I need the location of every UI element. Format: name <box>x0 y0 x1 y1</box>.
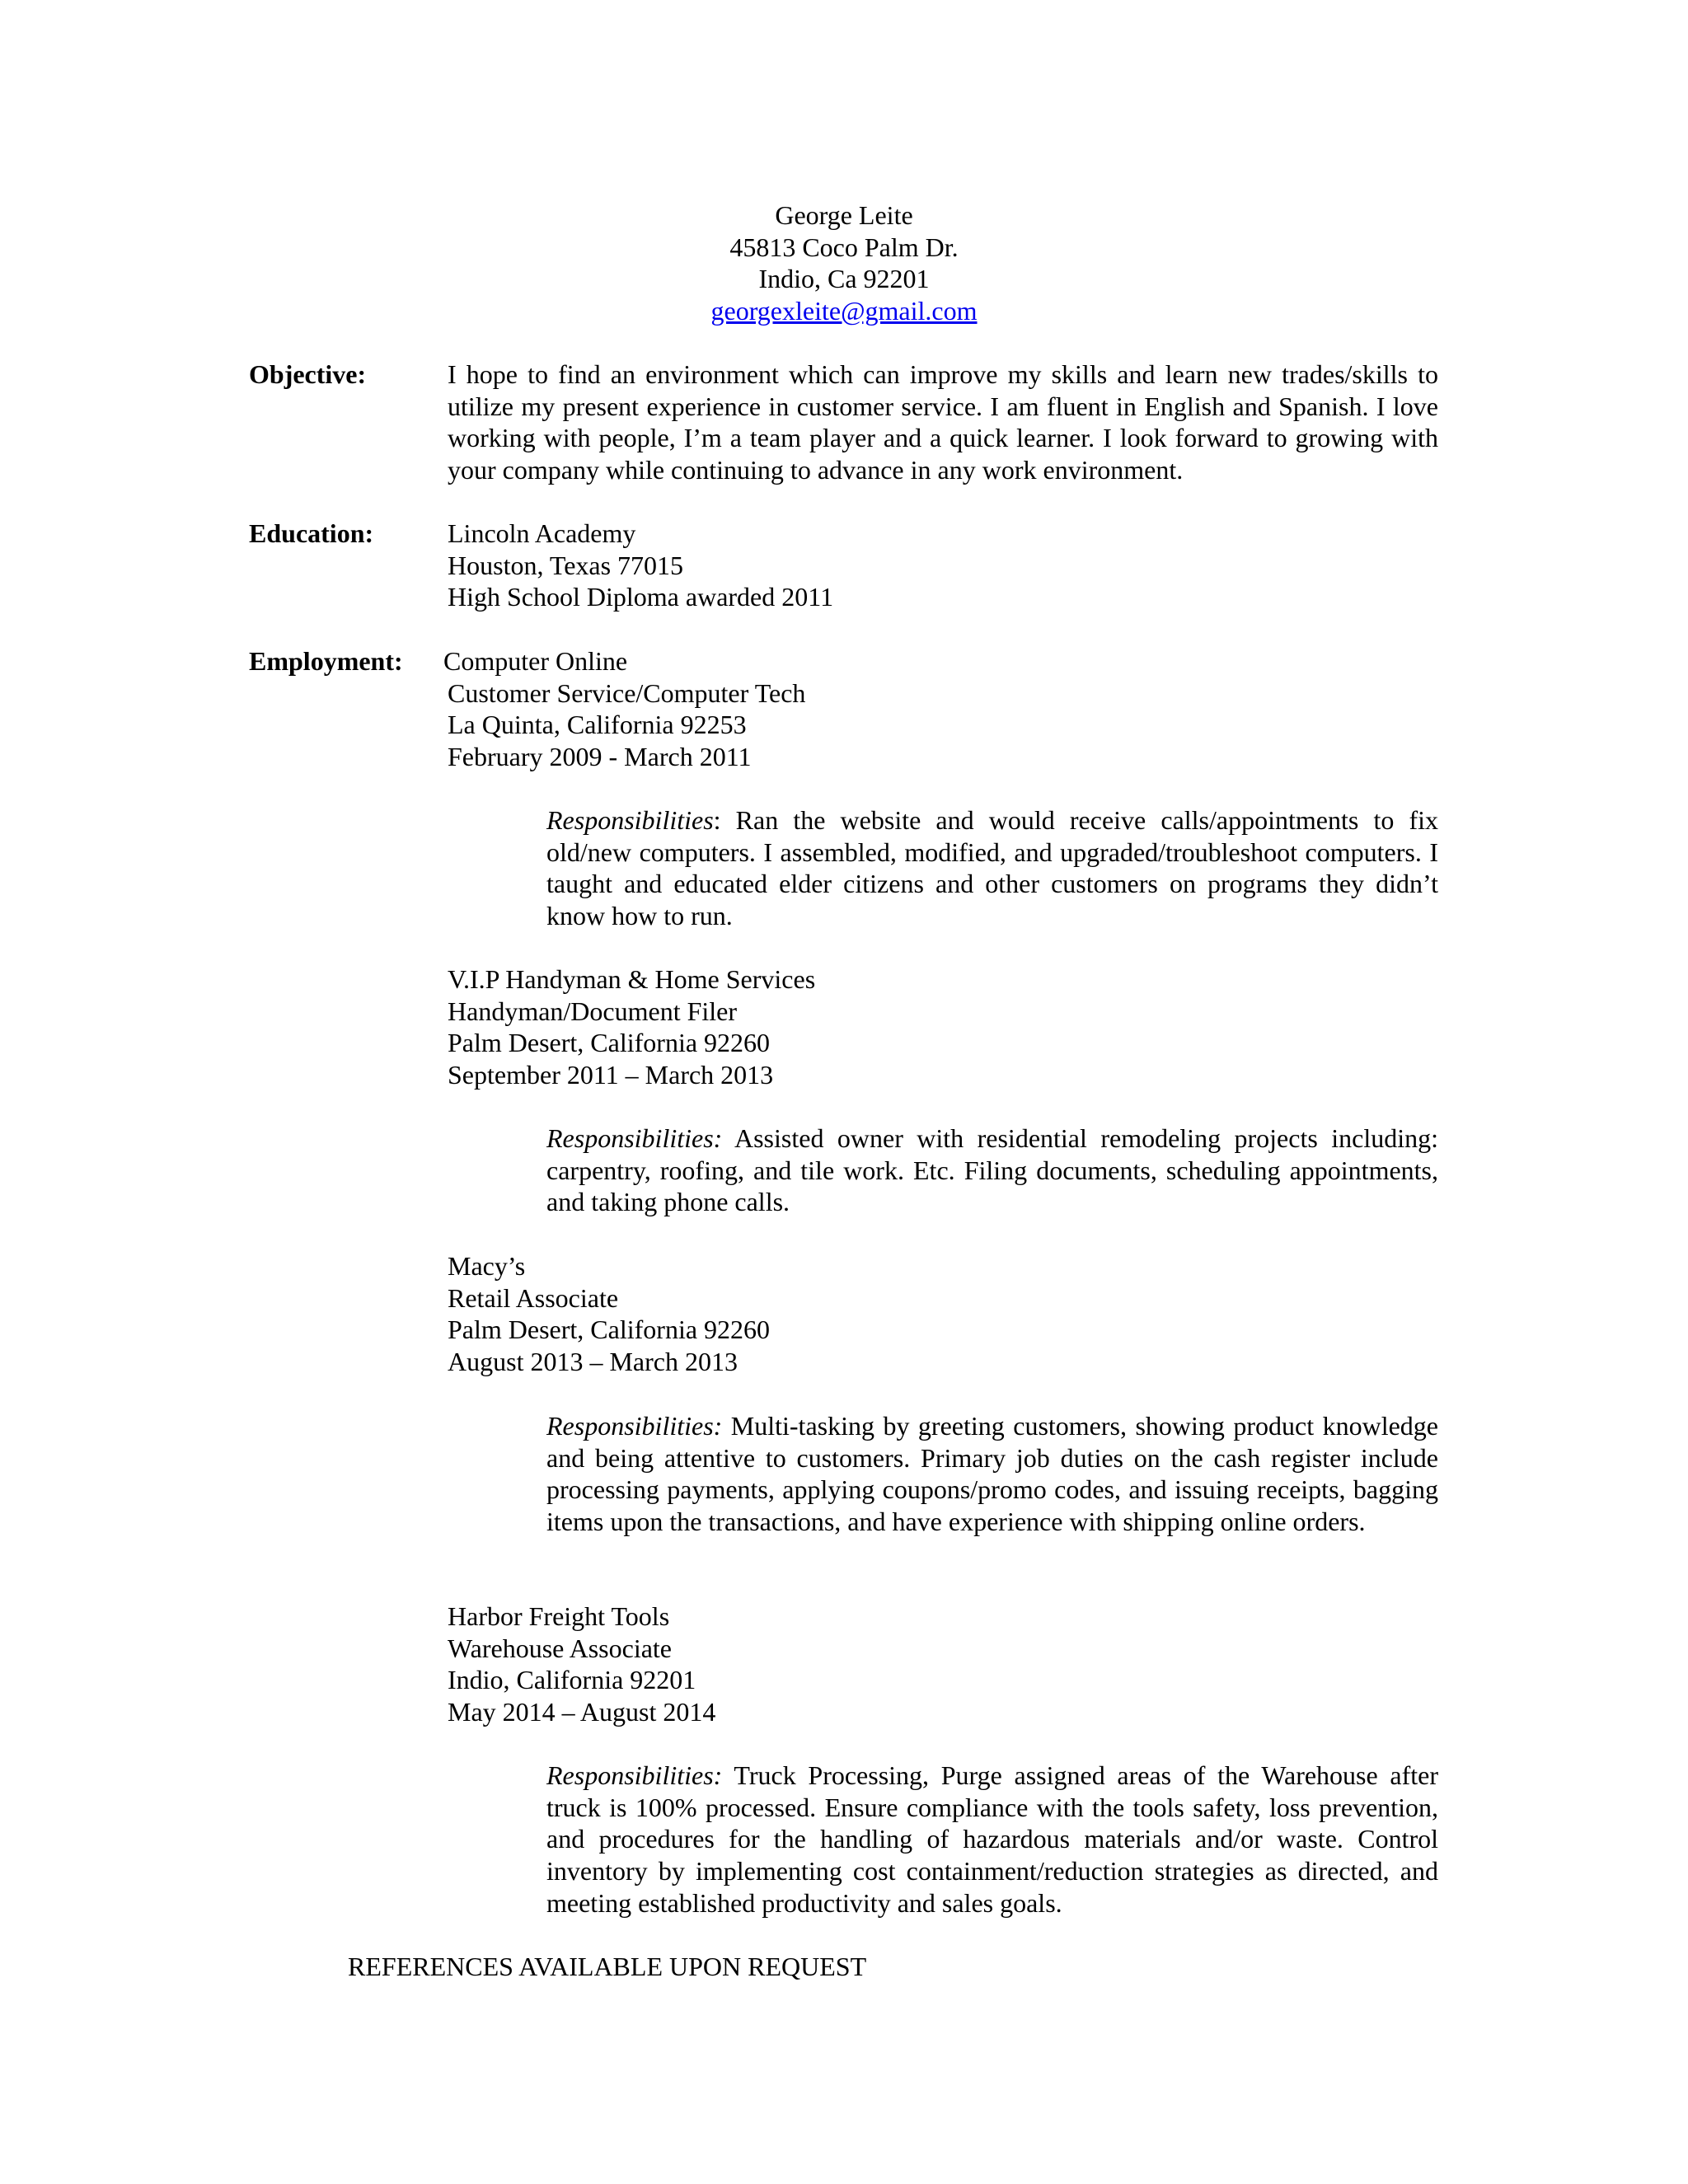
job-responsibilities <box>546 1122 1438 1218</box>
address-line-2: Indio, Ca 92201 <box>758 264 930 294</box>
job-responsibilities <box>546 804 1438 932</box>
references-note: REFERENCES AVAILABLE UPON REQUEST <box>348 1952 867 1981</box>
responsibilities-label: Responsibilities: <box>546 1760 723 1790</box>
job-company: Harbor Freight Tools <box>448 1601 670 1631</box>
job-company: Computer Online <box>443 646 628 676</box>
job-dates: August 2013 – March 2013 <box>448 1347 738 1377</box>
responsibilities-text: Ran the website and would receive calls/appointments to fix old/new computers. I assembled, modified, and upgraded/troubleshoot computers. I taught and educated elder citizens and other customers on programs they didn’t know how to run. <box>546 805 1438 931</box>
education-school: Lincoln Academy <box>448 518 636 548</box>
responsibilities-label: Responsibilities: <box>546 1123 723 1153</box>
job-title: Warehouse Associate <box>448 1633 672 1663</box>
employment-label: Employment: <box>249 646 403 676</box>
job-location: Indio, California 92201 <box>448 1665 696 1695</box>
job-title: Customer Service/Computer Tech <box>448 677 806 708</box>
responsibilities-separator: : <box>713 805 721 835</box>
responsibilities-text: Multi-tasking by greeting customers, showing product knowledge and being attentive to customers. Primary job duties on the cash register include processing payments, applying coupons/promo codes, and issuing receipts, bagging items upon the transactions, and have experience with shipping online orders. <box>546 1411 1438 1537</box>
responsibilities-text: Assisted owner with residential remodeling projects including: carpentry, roofing, and tile work. Etc. Filing documents, scheduling appointments, and taking phone calls. <box>546 1123 1438 1217</box>
job-responsibilities <box>546 1410 1438 1538</box>
job-entry <box>448 963 815 1091</box>
job-company: Macy’s <box>448 1251 526 1281</box>
objective-label: Objective: <box>249 359 367 389</box>
education-label: Education: <box>249 518 374 548</box>
objective-text: I hope to find an environment which can improve my skills and learn new trades/skills to utilize my present experience in customer service. I am fluent in English and Spanish. I love working with people, I’m a team player and a quick learner. I look forward to growing with your company while continuing to advance in any work environment. <box>448 359 1438 485</box>
responsibilities-label: Responsibilities <box>546 805 714 835</box>
email-link[interactable]: georgexleite@gmail.com <box>710 296 978 326</box>
job-dates: May 2014 – August 2014 <box>448 1697 716 1727</box>
job-title: Handyman/Document Filer <box>448 996 738 1026</box>
job-title: Retail Associate <box>448 1282 619 1313</box>
education-location: Houston, Texas 77015 <box>448 550 684 580</box>
education-block <box>448 518 1438 613</box>
contact-header <box>0 199 1688 327</box>
job-location: La Quinta, California 92253 <box>448 710 747 740</box>
applicant-name: George Leite <box>775 200 913 230</box>
responsibilities-text: Truck Processing, Purge assigned areas of the Warehouse after truck is 100% processed. Ensure compliance with the tools safety, loss prevention, and procedures for the handling of hazardous materials and/or waste. Control inventory by implementing cost containment/reduction strategies as directed, and meeting established productivity and sales goals. <box>546 1760 1438 1918</box>
job-entry <box>443 645 806 773</box>
job-entry <box>448 1250 770 1378</box>
responsibilities-label: Responsibilities: <box>546 1411 723 1441</box>
job-dates: February 2009 - March 2011 <box>448 742 752 772</box>
education-award: High School Diploma awarded 2011 <box>448 582 834 612</box>
job-responsibilities <box>546 1760 1438 1919</box>
job-location: Palm Desert, California 92260 <box>448 1028 771 1058</box>
job-company: V.I.P Handyman & Home Services <box>448 964 816 994</box>
job-location: Palm Desert, California 92260 <box>448 1315 771 1345</box>
job-dates: September 2011 – March 2013 <box>448 1060 774 1090</box>
job-entry <box>448 1601 715 1728</box>
address-line-1: 45813 Coco Palm Dr. <box>729 232 959 262</box>
